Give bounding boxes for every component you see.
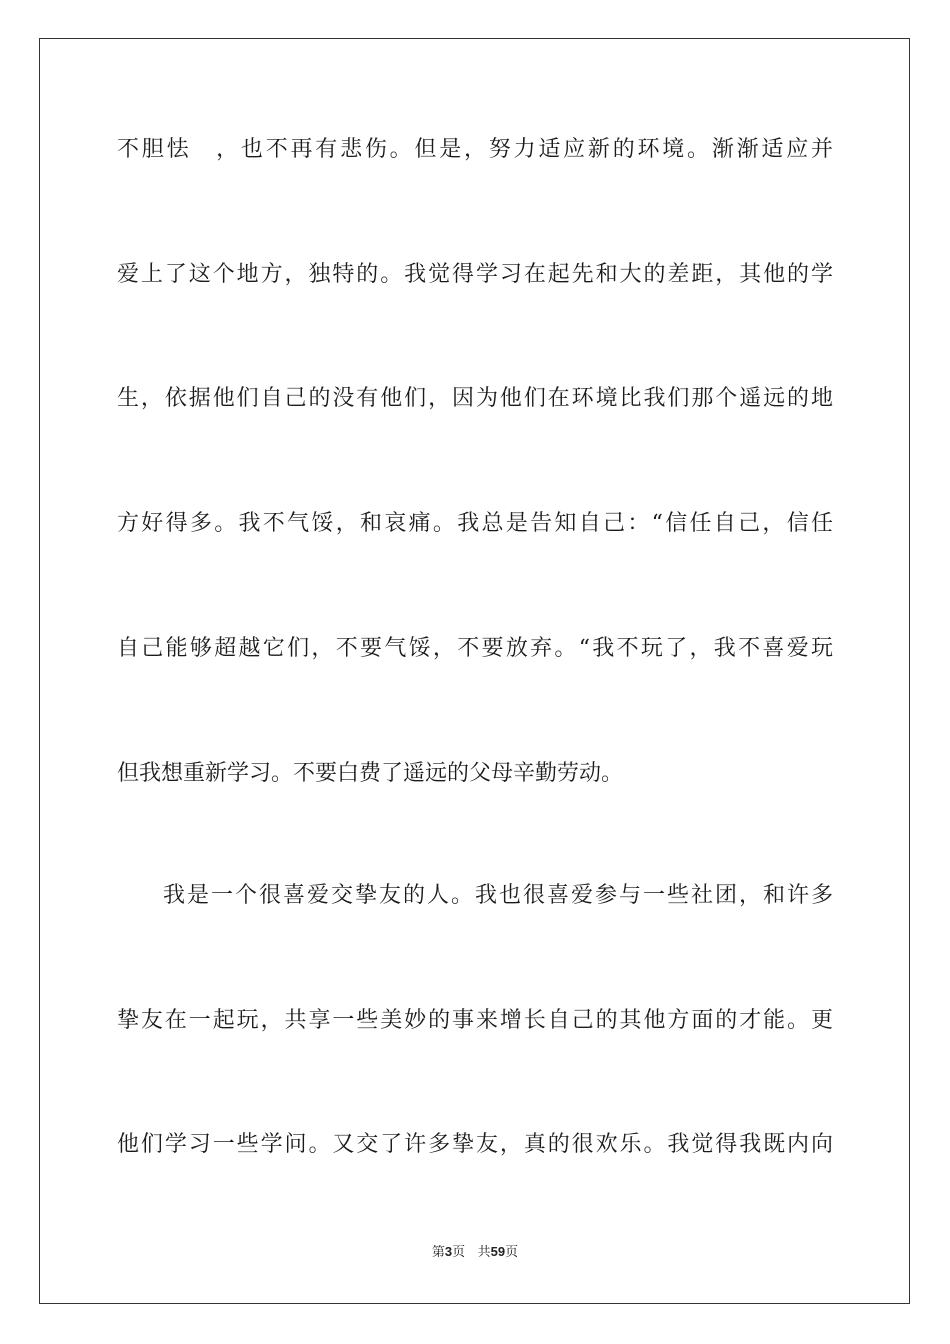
total-prefix: 共: [477, 1245, 491, 1260]
paragraph-start-line: 我是一个很喜爱交挚友的人。我也很喜爱参与一些社团，和许多: [163, 883, 833, 908]
text-line-6: 但我想重新学习。不要白费了遥远的父母辛勤劳动。: [117, 761, 624, 786]
page-unit: 页: [452, 1245, 466, 1260]
total-pages: 59: [490, 1244, 506, 1259]
text-line-9: 他们学习一些学问。又交了许多挚友，真的很欢乐。我觉得我既内向: [117, 1132, 833, 1157]
text-line-5: 自己能够超越它们，不要气馁，不要放弃。“我不玩了，我不喜爱玩: [117, 636, 833, 661]
text-line-8: 挚友在一起玩，共享一些美妙的事来增长自己的其他方面的才能。更: [117, 1008, 833, 1033]
text-line-4: 方好得多。我不气馁，和哀痛。我总是告知自己：“信任自己，信任: [117, 511, 833, 536]
text-line-3: 生，依据他们自己的没有他们，因为他们在环境比我们那个遥远的地: [117, 386, 833, 411]
page-border: [39, 38, 910, 1304]
page-footer: [0, 1243, 950, 1262]
page-number: 3: [444, 1244, 453, 1259]
text-line-1: 不胆怯 ，也不再有悲伤。但是，努力适应新的环境。渐渐适应并: [117, 137, 833, 162]
page-prefix: 第: [431, 1245, 445, 1260]
text-line-2: 爱上了这个地方，独特的。我觉得学习在起先和大的差距，其他的学: [117, 262, 833, 287]
total-unit: 页: [505, 1245, 519, 1260]
